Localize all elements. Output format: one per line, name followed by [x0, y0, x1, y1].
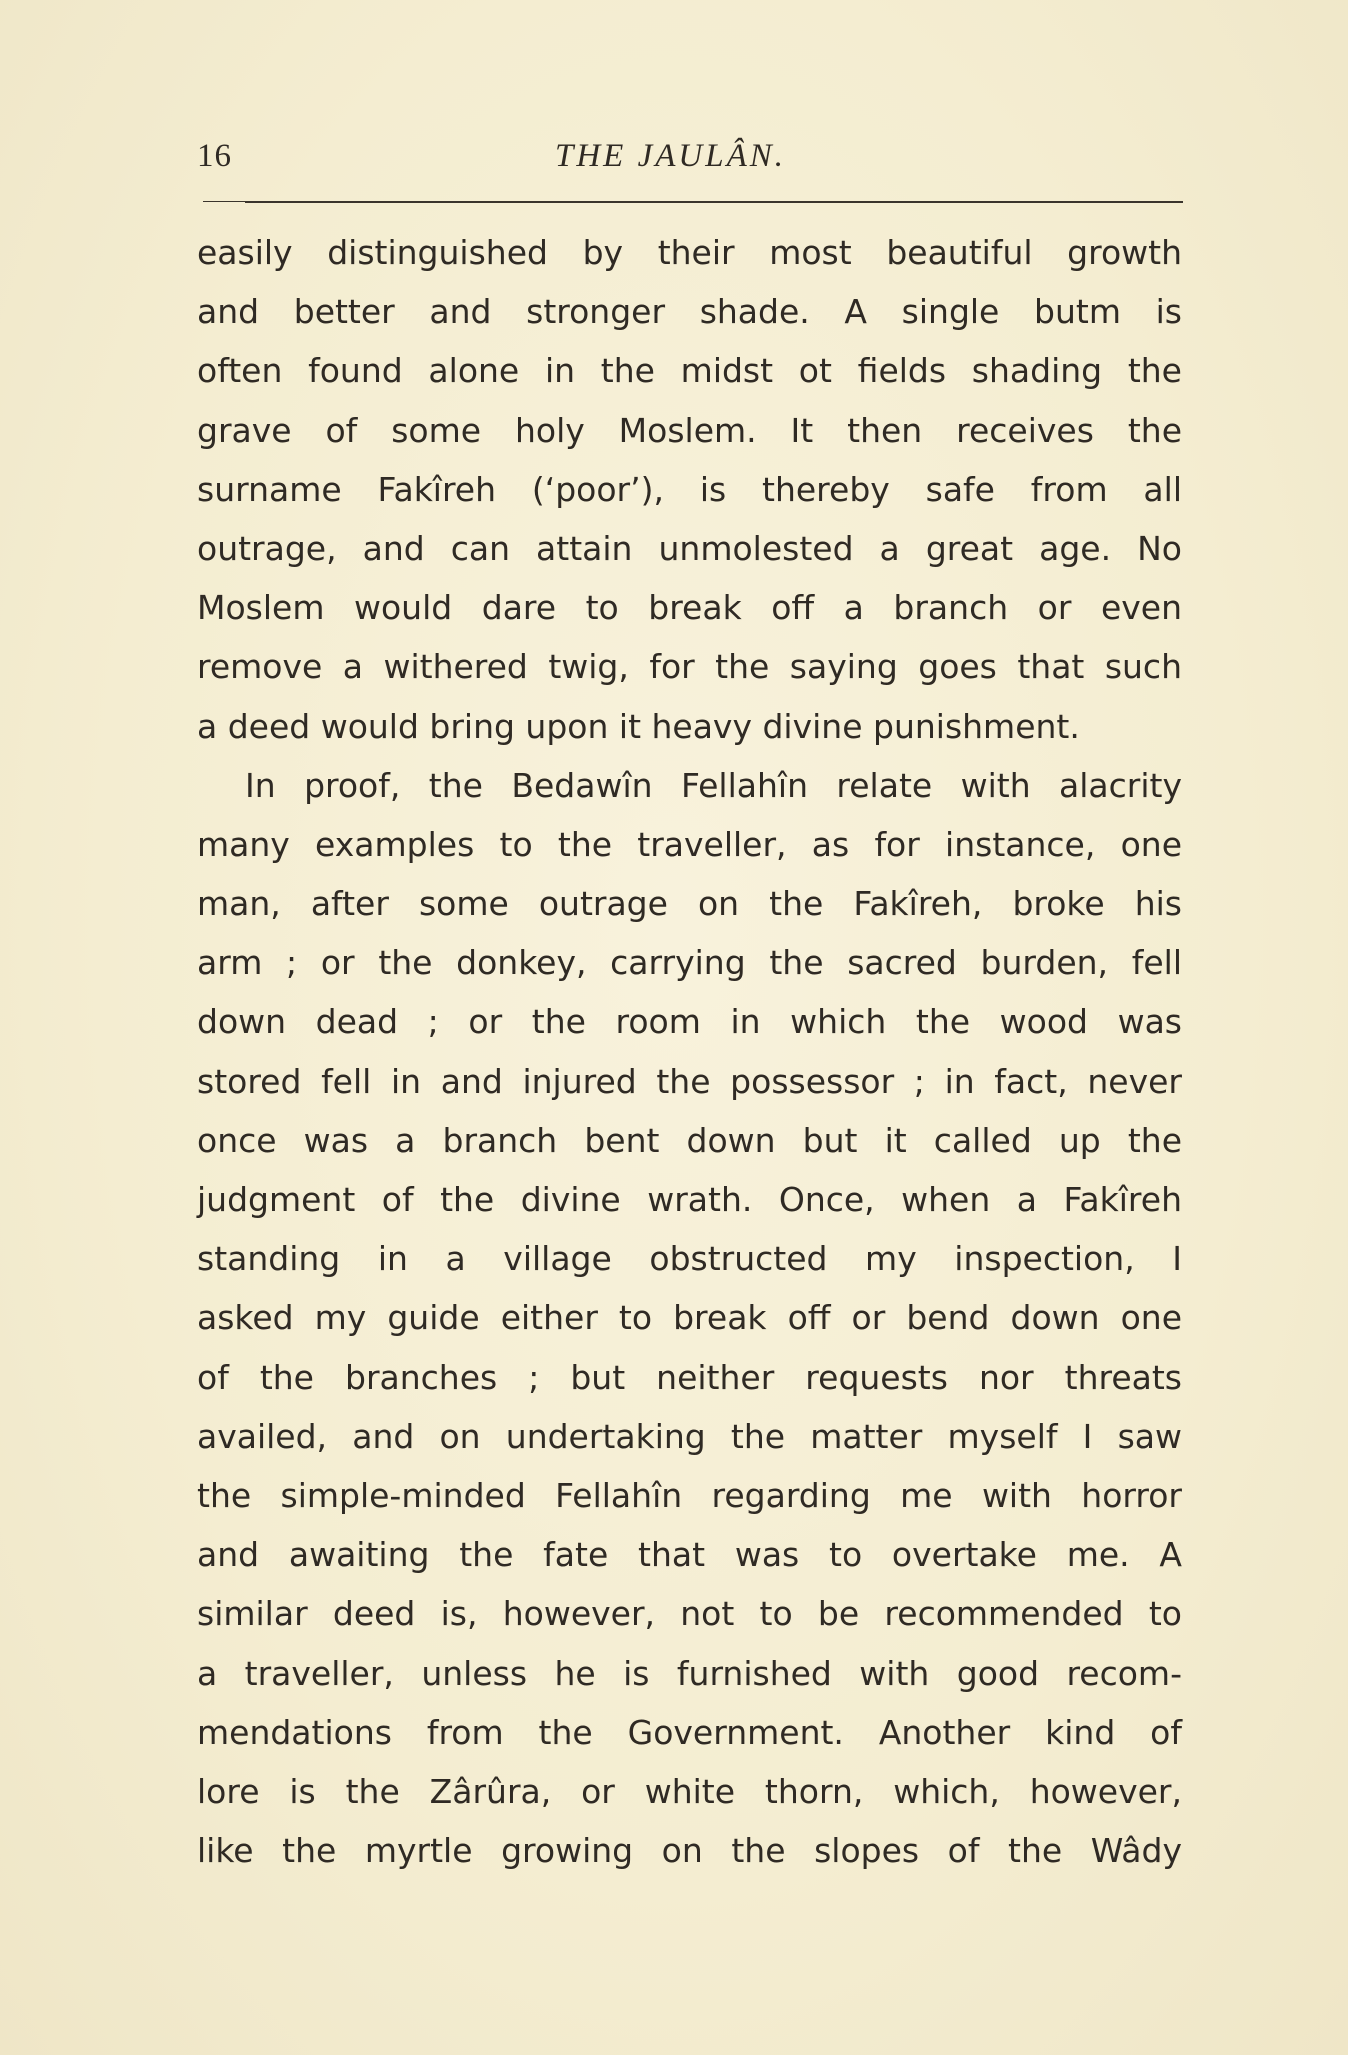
text-line: often found alone in the midst ot fields shading the — [197, 351, 1182, 391]
text-line: stored fell in and injured the possessor ; in fact, never — [197, 1061, 1182, 1101]
text-line: lore is the Zârûra, or white thorn, which, however, — [197, 1771, 1182, 1811]
running-head: THE JAULÂN. — [555, 138, 786, 174]
body-text — [197, 223, 1182, 1880]
text-line: grave of some holy Moslem. It then receives the — [197, 410, 1182, 450]
text-line: asked my guide either to break off or bend down one — [197, 1298, 1182, 1338]
text-line: and awaiting the fate that was to overtake me. A — [197, 1535, 1182, 1575]
text-line: similar deed is, however, not to be recommended to — [197, 1594, 1182, 1634]
page-number: 16 — [197, 138, 232, 174]
text-line: arm ; or the donkey, carrying the sacred burden, fell — [197, 943, 1182, 983]
header-rule — [203, 201, 1183, 203]
text-line: standing in a village obstructed my inspection, I — [197, 1239, 1182, 1279]
text-line: availed, and on undertaking the matter myself I saw — [197, 1416, 1182, 1456]
text-line: easily distinguished by their most beautiful growth — [197, 233, 1182, 272]
text-line: many examples to the traveller, as for instance, one — [197, 824, 1182, 864]
text-line: once was a branch bent down but it called up the — [197, 1120, 1182, 1160]
text-line: Moslem would dare to break off a branch or even — [197, 588, 1182, 628]
text-line: like the myrtle growing on the slopes of the Wâdy — [197, 1831, 1182, 1871]
text-line: remove a withered twig, for the saying goes that such — [197, 647, 1182, 687]
text-line: judgment of the divine wrath. Once, when a Fakîreh — [197, 1180, 1182, 1219]
text-line: and better and stronger shade. A single butm is — [197, 292, 1182, 332]
text-line: down dead ; or the room in which the wood was — [197, 1002, 1182, 1042]
text-line: of the branches ; but neither requests nor threats — [197, 1357, 1182, 1397]
text-line: surname Fakîreh (‘poor’), is thereby safe from all — [197, 469, 1182, 509]
text-line: a traveller, unless he is furnished with good recom- — [197, 1653, 1182, 1693]
text-line: the simple-minded Fellahîn regarding me with horror — [197, 1475, 1182, 1515]
page-header — [197, 138, 1182, 178]
text-line: In proof, the Bedawîn Fellahîn relate with alacrity — [245, 765, 1182, 805]
text-line: outrage, and can attain unmolested a great age. No — [197, 528, 1182, 568]
text-line: man, after some outrage on the Fakîreh, broke his — [197, 884, 1182, 924]
text-line: a deed would bring upon it heavy divine punishment. — [197, 706, 1080, 746]
text-line: mendations from the Government. Another kind of — [197, 1712, 1182, 1752]
